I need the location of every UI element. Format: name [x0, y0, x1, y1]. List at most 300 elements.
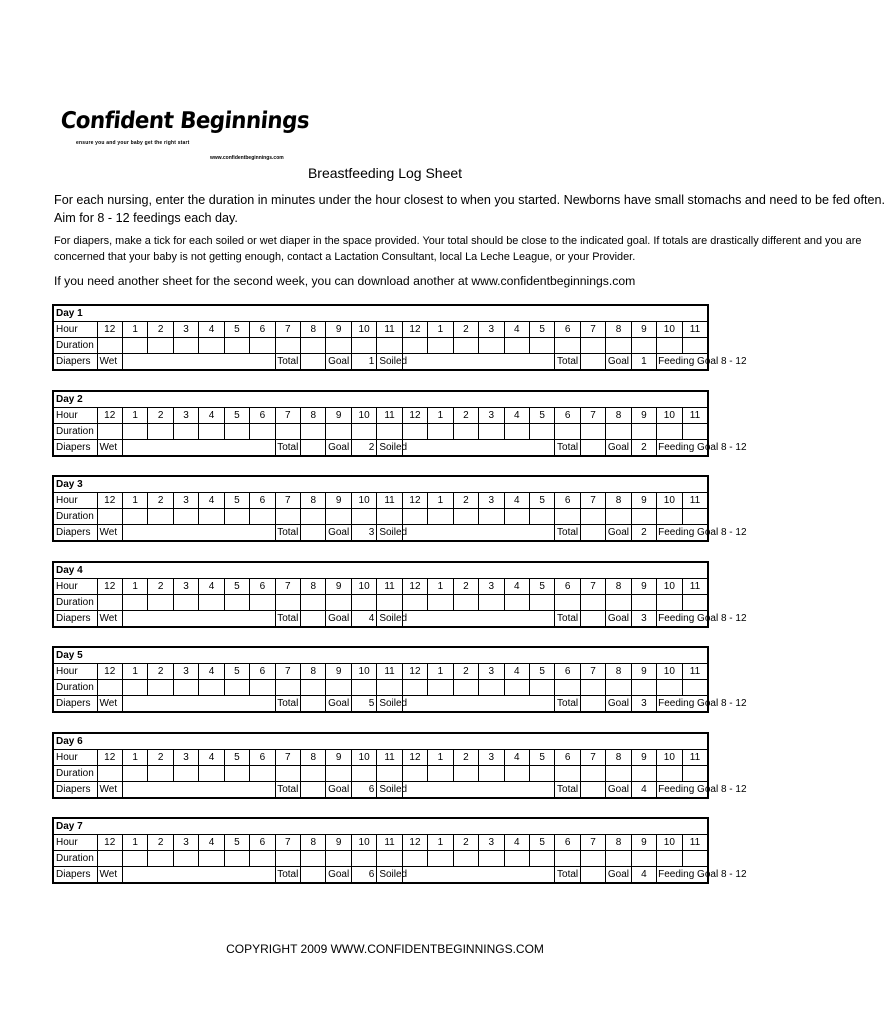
wet-goal-value: 5: [351, 696, 376, 713]
wet-total-label: Total: [275, 696, 300, 713]
duration-input-cell[interactable]: [428, 851, 453, 867]
hour-cell: 9: [326, 664, 351, 680]
hour-cell: 2: [453, 835, 478, 851]
hour-cell: 3: [173, 750, 198, 766]
duration-input-cell[interactable]: [199, 424, 224, 440]
wet-tally-cell[interactable]: [122, 525, 275, 542]
duration-input-cell[interactable]: [479, 509, 504, 525]
hour-cell: 11: [377, 408, 402, 424]
duration-input-cell[interactable]: [657, 509, 682, 525]
duration-input-cell[interactable]: [555, 851, 580, 867]
duration-input-cell[interactable]: [555, 509, 580, 525]
wet-total-input[interactable]: [301, 696, 326, 713]
duration-input-cell[interactable]: [479, 595, 504, 611]
hour-cell: 11: [377, 493, 402, 509]
duration-input-cell[interactable]: [453, 424, 478, 440]
soiled-tally-cell[interactable]: [402, 611, 555, 628]
hour-cell: 5: [224, 750, 249, 766]
duration-input-cell[interactable]: [428, 338, 453, 354]
duration-input-cell[interactable]: [555, 595, 580, 611]
soiled-goal-value: 4: [631, 867, 656, 884]
duration-input-cell[interactable]: [479, 424, 504, 440]
duration-input-cell[interactable]: [173, 851, 198, 867]
duration-input-cell[interactable]: [479, 851, 504, 867]
duration-input-cell[interactable]: [580, 766, 605, 782]
duration-input-cell[interactable]: [122, 680, 147, 696]
hour-cell: 4: [504, 322, 529, 338]
hour-cell: 11: [377, 750, 402, 766]
feeding-goal-label: Feeding Goal 8 - 12: [657, 782, 708, 799]
duration-input-cell[interactable]: [326, 680, 351, 696]
hour-cell: 1: [428, 322, 453, 338]
wet-tally-cell[interactable]: [122, 867, 275, 884]
duration-input-cell[interactable]: [377, 509, 402, 525]
hour-cell: 8: [301, 408, 326, 424]
hour-cell: 11: [377, 579, 402, 595]
duration-input-cell[interactable]: [453, 680, 478, 696]
duration-input-cell[interactable]: [351, 766, 376, 782]
duration-input-cell[interactable]: [606, 424, 631, 440]
duration-input-cell[interactable]: [275, 595, 300, 611]
hour-cell: 12: [97, 835, 122, 851]
hour-cell: 4: [199, 322, 224, 338]
duration-input-cell[interactable]: [301, 680, 326, 696]
soiled-total-label: Total: [555, 611, 580, 628]
duration-row-label: Duration: [53, 680, 97, 696]
duration-input-cell[interactable]: [504, 595, 529, 611]
hour-cell: 9: [631, 664, 656, 680]
duration-input-cell[interactable]: [504, 766, 529, 782]
duration-input-cell[interactable]: [148, 338, 173, 354]
duration-input-cell[interactable]: [504, 680, 529, 696]
soiled-tally-cell[interactable]: [402, 867, 555, 884]
soiled-tally-cell[interactable]: [402, 354, 555, 371]
duration-input-cell[interactable]: [402, 766, 427, 782]
wet-label: Wet: [97, 611, 122, 628]
duration-input-cell[interactable]: [529, 595, 554, 611]
duration-input-cell[interactable]: [657, 338, 682, 354]
wet-total-input[interactable]: [301, 440, 326, 457]
hour-cell: 7: [275, 579, 300, 595]
hour-cell: 4: [504, 835, 529, 851]
duration-input-cell[interactable]: [453, 338, 478, 354]
duration-input-cell[interactable]: [402, 851, 427, 867]
duration-input-cell[interactable]: [504, 509, 529, 525]
duration-input-cell[interactable]: [580, 680, 605, 696]
soiled-total-input[interactable]: [580, 354, 605, 371]
hour-cell: 2: [453, 322, 478, 338]
duration-input-cell[interactable]: [631, 851, 656, 867]
hour-cell: 6: [555, 493, 580, 509]
duration-input-cell[interactable]: [555, 338, 580, 354]
hour-cell: 12: [97, 408, 122, 424]
hour-cell: 9: [326, 750, 351, 766]
duration-input-cell[interactable]: [504, 338, 529, 354]
hour-cell: 8: [301, 750, 326, 766]
duration-input-cell[interactable]: [122, 509, 147, 525]
duration-input-cell[interactable]: [479, 680, 504, 696]
duration-input-cell[interactable]: [250, 680, 275, 696]
duration-input-cell[interactable]: [529, 424, 554, 440]
duration-input-cell[interactable]: [631, 595, 656, 611]
duration-input-cell[interactable]: [682, 509, 708, 525]
duration-input-cell[interactable]: [301, 424, 326, 440]
duration-input-cell[interactable]: [580, 851, 605, 867]
duration-input-cell[interactable]: [224, 509, 249, 525]
soiled-total-input[interactable]: [580, 440, 605, 457]
wet-total-input[interactable]: [301, 611, 326, 628]
duration-input-cell[interactable]: [326, 766, 351, 782]
hour-cell: 6: [555, 322, 580, 338]
duration-input-cell[interactable]: [250, 338, 275, 354]
duration-input-cell[interactable]: [326, 851, 351, 867]
hour-cell: 3: [479, 579, 504, 595]
duration-input-cell[interactable]: [606, 509, 631, 525]
duration-input-cell[interactable]: [275, 680, 300, 696]
duration-input-cell[interactable]: [97, 680, 122, 696]
wet-total-label: Total: [275, 354, 300, 371]
duration-input-cell[interactable]: [631, 424, 656, 440]
hour-cell: 7: [275, 408, 300, 424]
duration-input-cell[interactable]: [148, 595, 173, 611]
duration-input-cell[interactable]: [529, 851, 554, 867]
duration-input-cell[interactable]: [377, 595, 402, 611]
duration-input-cell[interactable]: [148, 509, 173, 525]
feeding-goal-label: Feeding Goal 8 - 12: [657, 696, 708, 713]
hour-cell: 3: [173, 322, 198, 338]
wet-total-input[interactable]: [301, 525, 326, 542]
soiled-tally-cell[interactable]: [402, 440, 555, 457]
duration-input-cell[interactable]: [224, 680, 249, 696]
duration-input-cell[interactable]: [351, 509, 376, 525]
duration-input-cell[interactable]: [199, 851, 224, 867]
duration-input-cell[interactable]: [148, 766, 173, 782]
duration-input-cell[interactable]: [657, 595, 682, 611]
duration-input-cell[interactable]: [301, 766, 326, 782]
duration-input-cell[interactable]: [555, 766, 580, 782]
soiled-tally-cell[interactable]: [402, 525, 555, 542]
hour-cell: 11: [682, 322, 708, 338]
hour-cell: 11: [682, 493, 708, 509]
hour-cell: 10: [351, 835, 376, 851]
duration-input-cell[interactable]: [479, 338, 504, 354]
duration-input-cell[interactable]: [148, 851, 173, 867]
duration-input-cell[interactable]: [555, 424, 580, 440]
duration-input-cell[interactable]: [606, 338, 631, 354]
duration-input-cell[interactable]: [224, 338, 249, 354]
diapers-row-label: Diapers: [53, 354, 97, 371]
duration-input-cell[interactable]: [682, 595, 708, 611]
duration-input-cell[interactable]: [504, 851, 529, 867]
hour-cell: 4: [504, 579, 529, 595]
hour-cell: 5: [529, 579, 554, 595]
duration-input-cell[interactable]: [351, 595, 376, 611]
hour-cell: 11: [682, 664, 708, 680]
soiled-goal-value: 3: [631, 611, 656, 628]
hour-cell: 8: [301, 835, 326, 851]
duration-input-cell[interactable]: [224, 766, 249, 782]
duration-input-cell[interactable]: [326, 338, 351, 354]
wet-goal-value: 6: [351, 782, 376, 799]
hour-cell: 8: [606, 664, 631, 680]
duration-input-cell[interactable]: [682, 851, 708, 867]
duration-input-cell[interactable]: [97, 766, 122, 782]
hour-cell: 1: [122, 322, 147, 338]
duration-input-cell[interactable]: [453, 595, 478, 611]
duration-input-cell[interactable]: [631, 766, 656, 782]
hour-cell: 2: [453, 408, 478, 424]
wet-tally-cell[interactable]: [122, 354, 275, 371]
soiled-total-input[interactable]: [580, 782, 605, 799]
duration-input-cell[interactable]: [173, 509, 198, 525]
duration-input-cell[interactable]: [97, 509, 122, 525]
wet-goal-label: Goal: [326, 354, 351, 371]
duration-input-cell[interactable]: [428, 595, 453, 611]
day-label: Day 5: [53, 647, 708, 664]
duration-input-cell[interactable]: [631, 680, 656, 696]
duration-input-cell[interactable]: [402, 680, 427, 696]
wet-goal-label: Goal: [326, 611, 351, 628]
duration-input-cell[interactable]: [326, 509, 351, 525]
duration-input-cell[interactable]: [250, 509, 275, 525]
duration-input-cell[interactable]: [301, 509, 326, 525]
duration-input-cell[interactable]: [351, 338, 376, 354]
duration-input-cell[interactable]: [606, 766, 631, 782]
soiled-total-label: Total: [555, 696, 580, 713]
hour-cell: 2: [148, 493, 173, 509]
hour-cell: 9: [326, 579, 351, 595]
soiled-total-label: Total: [555, 440, 580, 457]
duration-input-cell[interactable]: [173, 680, 198, 696]
duration-input-cell[interactable]: [580, 509, 605, 525]
instruction-line-5: If you need another sheet for the second week, you can download another at www.confidentbeginnings.com: [54, 274, 636, 288]
wet-total-label: Total: [275, 782, 300, 799]
duration-input-cell[interactable]: [682, 680, 708, 696]
wet-total-label: Total: [275, 440, 300, 457]
hour-cell: 9: [631, 408, 656, 424]
duration-input-cell[interactable]: [301, 851, 326, 867]
duration-input-cell[interactable]: [173, 424, 198, 440]
hour-cell: 5: [529, 408, 554, 424]
duration-input-cell[interactable]: [402, 424, 427, 440]
duration-input-cell[interactable]: [479, 766, 504, 782]
duration-input-cell[interactable]: [301, 338, 326, 354]
duration-input-cell[interactable]: [224, 424, 249, 440]
soiled-total-label: Total: [555, 867, 580, 884]
duration-input-cell[interactable]: [453, 766, 478, 782]
hour-cell: 7: [275, 493, 300, 509]
duration-input-cell[interactable]: [453, 509, 478, 525]
duration-input-cell[interactable]: [529, 509, 554, 525]
hour-cell: 8: [301, 579, 326, 595]
duration-input-cell[interactable]: [580, 424, 605, 440]
duration-input-cell[interactable]: [224, 595, 249, 611]
hour-cell: 3: [173, 493, 198, 509]
hour-cell: 12: [402, 493, 427, 509]
duration-input-cell[interactable]: [351, 851, 376, 867]
wet-total-input[interactable]: [301, 782, 326, 799]
duration-input-cell[interactable]: [173, 595, 198, 611]
hour-cell: 3: [173, 579, 198, 595]
duration-input-cell[interactable]: [555, 680, 580, 696]
duration-input-cell[interactable]: [428, 680, 453, 696]
duration-input-cell[interactable]: [682, 766, 708, 782]
duration-input-cell[interactable]: [301, 595, 326, 611]
soiled-goal-value: 2: [631, 440, 656, 457]
hour-cell: 5: [224, 408, 249, 424]
duration-input-cell[interactable]: [250, 424, 275, 440]
duration-input-cell[interactable]: [377, 424, 402, 440]
duration-input-cell[interactable]: [97, 595, 122, 611]
hour-cell: 5: [529, 750, 554, 766]
hour-cell: 3: [479, 408, 504, 424]
duration-input-cell[interactable]: [148, 680, 173, 696]
duration-input-cell[interactable]: [326, 424, 351, 440]
duration-input-cell[interactable]: [275, 851, 300, 867]
duration-input-cell[interactable]: [657, 424, 682, 440]
soiled-total-label: Total: [555, 354, 580, 371]
duration-input-cell[interactable]: [682, 424, 708, 440]
duration-input-cell[interactable]: [122, 595, 147, 611]
hour-cell: 8: [301, 493, 326, 509]
duration-input-cell[interactable]: [529, 680, 554, 696]
duration-input-cell[interactable]: [682, 338, 708, 354]
duration-input-cell[interactable]: [199, 338, 224, 354]
wet-total-input[interactable]: [301, 354, 326, 371]
instructions-nursing: [54, 191, 885, 227]
duration-input-cell[interactable]: [580, 338, 605, 354]
hour-cell: 2: [453, 750, 478, 766]
wet-goal-value: 2: [351, 440, 376, 457]
duration-input-cell[interactable]: [122, 338, 147, 354]
hour-cell: 3: [479, 750, 504, 766]
duration-input-cell[interactable]: [250, 851, 275, 867]
duration-input-cell[interactable]: [250, 595, 275, 611]
duration-input-cell[interactable]: [428, 766, 453, 782]
duration-input-cell[interactable]: [529, 338, 554, 354]
hour-cell: 9: [326, 835, 351, 851]
duration-input-cell[interactable]: [529, 766, 554, 782]
diapers-row-label: Diapers: [53, 782, 97, 799]
duration-input-cell[interactable]: [275, 338, 300, 354]
wet-goal-value: 1: [351, 354, 376, 371]
duration-input-cell[interactable]: [122, 424, 147, 440]
soiled-label: Soiled: [377, 525, 402, 542]
duration-input-cell[interactable]: [657, 766, 682, 782]
duration-input-cell[interactable]: [402, 338, 427, 354]
duration-input-cell[interactable]: [351, 424, 376, 440]
duration-input-cell[interactable]: [199, 595, 224, 611]
hour-cell: 9: [631, 493, 656, 509]
duration-input-cell[interactable]: [377, 851, 402, 867]
duration-input-cell[interactable]: [606, 595, 631, 611]
wet-total-input[interactable]: [301, 867, 326, 884]
wet-tally-cell[interactable]: [122, 696, 275, 713]
duration-input-cell[interactable]: [428, 509, 453, 525]
hour-cell: 11: [682, 835, 708, 851]
duration-input-cell[interactable]: [97, 851, 122, 867]
duration-input-cell[interactable]: [224, 851, 249, 867]
day-1-log-table: [52, 304, 747, 371]
duration-input-cell[interactable]: [657, 851, 682, 867]
hour-cell: 6: [555, 835, 580, 851]
duration-input-cell[interactable]: [657, 680, 682, 696]
duration-input-cell[interactable]: [173, 338, 198, 354]
duration-input-cell[interactable]: [122, 851, 147, 867]
duration-input-cell[interactable]: [275, 509, 300, 525]
wet-goal-label: Goal: [326, 525, 351, 542]
soiled-goal-label: Goal: [606, 354, 631, 371]
wet-tally-cell[interactable]: [122, 440, 275, 457]
duration-input-cell[interactable]: [97, 424, 122, 440]
hour-cell: 10: [657, 493, 682, 509]
duration-input-cell[interactable]: [504, 424, 529, 440]
soiled-tally-cell[interactable]: [402, 782, 555, 799]
hour-cell: 10: [351, 579, 376, 595]
duration-input-cell[interactable]: [199, 509, 224, 525]
hour-cell: 4: [504, 408, 529, 424]
duration-input-cell[interactable]: [377, 766, 402, 782]
duration-row-label: Duration: [53, 424, 97, 440]
soiled-total-input[interactable]: [580, 525, 605, 542]
hour-cell: 5: [224, 664, 249, 680]
hour-cell: 6: [250, 750, 275, 766]
hour-cell: 10: [351, 493, 376, 509]
duration-input-cell[interactable]: [580, 595, 605, 611]
hour-cell: 12: [97, 579, 122, 595]
duration-input-cell[interactable]: [275, 766, 300, 782]
duration-input-cell[interactable]: [377, 680, 402, 696]
hour-cell: 10: [657, 579, 682, 595]
duration-input-cell[interactable]: [326, 595, 351, 611]
duration-input-cell[interactable]: [606, 851, 631, 867]
hour-cell: 6: [555, 579, 580, 595]
day-6-log-table: [52, 732, 747, 799]
duration-input-cell[interactable]: [631, 509, 656, 525]
soiled-total-input[interactable]: [580, 696, 605, 713]
hour-cell: 10: [351, 664, 376, 680]
hour-cell: 5: [224, 493, 249, 509]
soiled-total-input[interactable]: [580, 611, 605, 628]
hour-cell: 12: [97, 664, 122, 680]
duration-input-cell[interactable]: [377, 338, 402, 354]
duration-input-cell[interactable]: [453, 851, 478, 867]
duration-input-cell[interactable]: [351, 680, 376, 696]
soiled-total-input[interactable]: [580, 867, 605, 884]
duration-input-cell[interactable]: [402, 595, 427, 611]
soiled-tally-cell[interactable]: [402, 696, 555, 713]
wet-tally-cell[interactable]: [122, 611, 275, 628]
duration-input-cell[interactable]: [275, 424, 300, 440]
duration-input-cell[interactable]: [97, 338, 122, 354]
duration-input-cell[interactable]: [199, 680, 224, 696]
duration-input-cell[interactable]: [606, 680, 631, 696]
hour-cell: 12: [402, 408, 427, 424]
duration-input-cell[interactable]: [402, 509, 427, 525]
duration-input-cell[interactable]: [250, 766, 275, 782]
wet-label: Wet: [97, 354, 122, 371]
duration-input-cell[interactable]: [122, 766, 147, 782]
duration-input-cell[interactable]: [148, 424, 173, 440]
wet-tally-cell[interactable]: [122, 782, 275, 799]
hour-cell: 5: [529, 322, 554, 338]
duration-input-cell[interactable]: [428, 424, 453, 440]
duration-input-cell[interactable]: [199, 766, 224, 782]
duration-input-cell[interactable]: [173, 766, 198, 782]
hour-cell: 11: [682, 750, 708, 766]
duration-input-cell[interactable]: [631, 338, 656, 354]
hour-cell: 1: [122, 493, 147, 509]
